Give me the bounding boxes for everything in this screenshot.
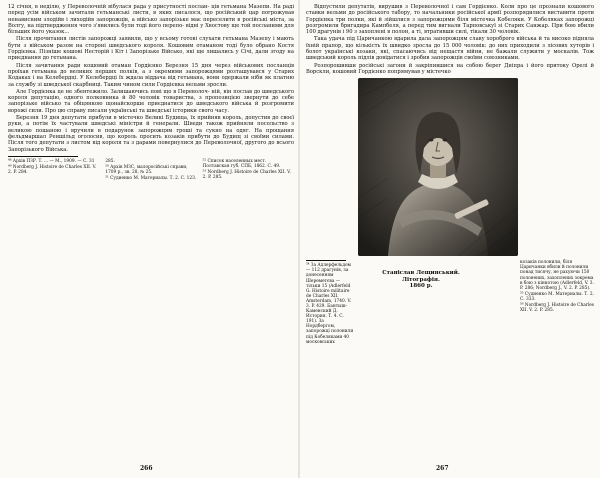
right-footnotes-left <box>306 260 354 346</box>
footnote-rule <box>8 156 78 157</box>
right-footnotes-right <box>520 260 596 314</box>
footnote-56: ⁵⁶ Nordberg J. Histoire de Charles XII. V. 2. P. 285. <box>520 303 594 314</box>
portrait-caption <box>366 270 476 290</box>
right-paragraph-1: Відпустили депутатів, вирушив з Переволочної і сам Гордієнко. Коли про це прознали кошового ставки вельми до російського табору, то начальники російської армії розпорядилися виставити проти Гордієнка три полки, які й зійшлися з запорожцями біля містечка Кобеляки. У Кобеляках запорожці розгромили бригадира Кампбеля, а перед тим вигнали Тарповськуї зі Старих Санжар. При бою вбили 100 драгунів і 90 з захоплені в полон, а ті, втративши силі, тікали 30 чоловік. <box>306 4 594 36</box>
portrait-area <box>306 78 594 258</box>
right-paragraph-3: Розпорошивши російські загони й закріпившися на собою берег Дніпра і його притоку Орелі й Ворскли, кошовий Гордієнко попрямував у містечко <box>306 62 594 75</box>
left-paragraph-2: Після прочитання листів запорожці заявили, що у всьому готові слухати гетьмана Мазепу і мають бути з військом разом на стороні шведського короля. Кошовим отаманом тоді було обрано Костя Гордієнка. Пізніше кошові Несторій і Кіт і Запорізьке Військо, які ще лишались у Січі, дали згоду на приєднання до гетьмана. <box>8 36 294 62</box>
left-paragraph-1: 12 січня, в неділю, у Переволочній вібулася рада у присутності послан- ців гетьмана Мазепи. На раді перед усім військом зачитали гетьманські листи, в яких писалося, що російський цар погрожував ненависним злодійв і лиходійв запорожців, а військо запорізьке має переселити в російські міста, за Волгу, на підтвердження чого з'явились були тоді його перепо- відні у Хвостову ще той посланими для більших його указок... <box>8 4 294 36</box>
footnote-54: ⁵⁴ За Адлерфельдом — 112 драгунів, за донесенням Шереметєва — тільки 15 (Adlerfeld G. Histoire militaire de Charles XII. Amsterdam, 1740. V. 3. P. 429. Бантыш-Каменский Д. История. Т. 4. С. 191). За Нордбергом, запорожці полонили під Кобеляками 40 московських <box>306 263 354 345</box>
footnote-52: ⁵² Список населенных мест. Полтавская губ. СПБ, 1862. С. 49. <box>202 158 281 169</box>
left-paragraph-4: Але Гордієнка це не збентежило. Залишаючись пові що в Переволоч- ній, він послав до шведського короля депутацію, одного полковника й 80 чоловік товариства, з пропозицією звернути до себе запорізьке військо та обіцянкою щонайскорше приєднатися до шведського війська й розгромити ворожі сили. Про цю справу писали українські та шведські історики свого часу. <box>8 88 294 114</box>
right-page <box>300 0 600 478</box>
caption-year: 1860 р. <box>409 283 433 290</box>
footnote-50: ⁵⁰ Архів МЗС, малоросійські справи, 1709 р., зв. 28, № 25. <box>105 164 188 176</box>
portrait-lithograph <box>358 78 518 256</box>
footnote-rule-right <box>306 260 346 261</box>
footnote-54-cont: козаків полонили, біля Царичанки вбили й полонили понад тисячу, не рахуючи 150 полонених, захоплених зокрема в бою з кіннотою (Adlerfeld, V. 3. P. 286; Nordberg J., V. 2. P. 285). <box>520 260 594 291</box>
left-footnotes-col-1 <box>8 159 99 182</box>
footnote-49: ⁴⁹ Nordberg J. Histoire de Charles XII. V. 2. P. 284. <box>8 164 97 176</box>
page-number-right: 267 <box>436 465 449 472</box>
footnote-55: ⁵⁵ Судиенко М. Материалы. Т. 2. С. 333. <box>520 291 594 302</box>
footnote-53: ⁵³ Nordberg J. Histoire de Charles XII. V. 2. P. 285. <box>202 170 291 181</box>
right-bottom-zone <box>306 260 594 345</box>
right-paragraph-2: Така удача під Царичанкою вдарила дала запорожцям славу хороброго війська й та високо підняла їхній прапор, що кількість їх швидко зросла до 15 000 чоловік: до них приходили з лісових хуторів і болот українські козаки, які, спасаючись від нещастя війни, не бажали служити у москалів. Тож шведський король підлів довідатися і зробив запорожців своїми союзниками. <box>306 36 594 62</box>
caption-technique: Літографія. <box>402 276 440 283</box>
caption-name: Станіслав Лещинський. <box>382 270 460 277</box>
left-footnotes-col-3 <box>203 159 294 182</box>
page-number-left: 266 <box>140 465 153 472</box>
footnote-cont: 285. <box>105 158 115 164</box>
portrait-image <box>358 78 518 256</box>
left-footnotes-col-2 <box>105 159 196 182</box>
footnote-48: ⁴⁸ Архів ПЗР. Т. ... — М., 1909. — С. 31 <box>8 158 95 164</box>
footnote-51: ⁵¹ Судиенко М. Материалы. Т. 2. С. 123. <box>105 176 197 182</box>
left-paragraph-5: Березня 19 дня депутати прибули в містечко Великі Будища, їх прийняв король, допустив до своєї руки, а потім їх частували шведські міністри й генерали. Шведи також прийняли посольство з великою пошаною і вручили в подарунок запорожцям гроші та сукно на одяг. На прощання фельдмаршал Реншільд оголосив, що король просить козаків прибути до Будищ зі своїми силами. Після того депутати з листом від короля та з дарами повернулися до Переволочної, другого до всього Запорізького Війська. <box>8 115 294 153</box>
left-paragraph-3: Після зачитання ради кошовий отаман Гордієнко Березня 15 дня через військових посланців проїхав гетьмана до великих перших полків, а з окремими запорожцями розташувався у Старих Кодаках і на Келебердці. У Келебердці їх ждала віддача від гетьмана, вони одержали ніби як платню за службу зі шведської скарбниці. Таким чином сили Гордієнка вельми зросли. <box>8 62 294 88</box>
left-footnotes <box>8 159 294 182</box>
